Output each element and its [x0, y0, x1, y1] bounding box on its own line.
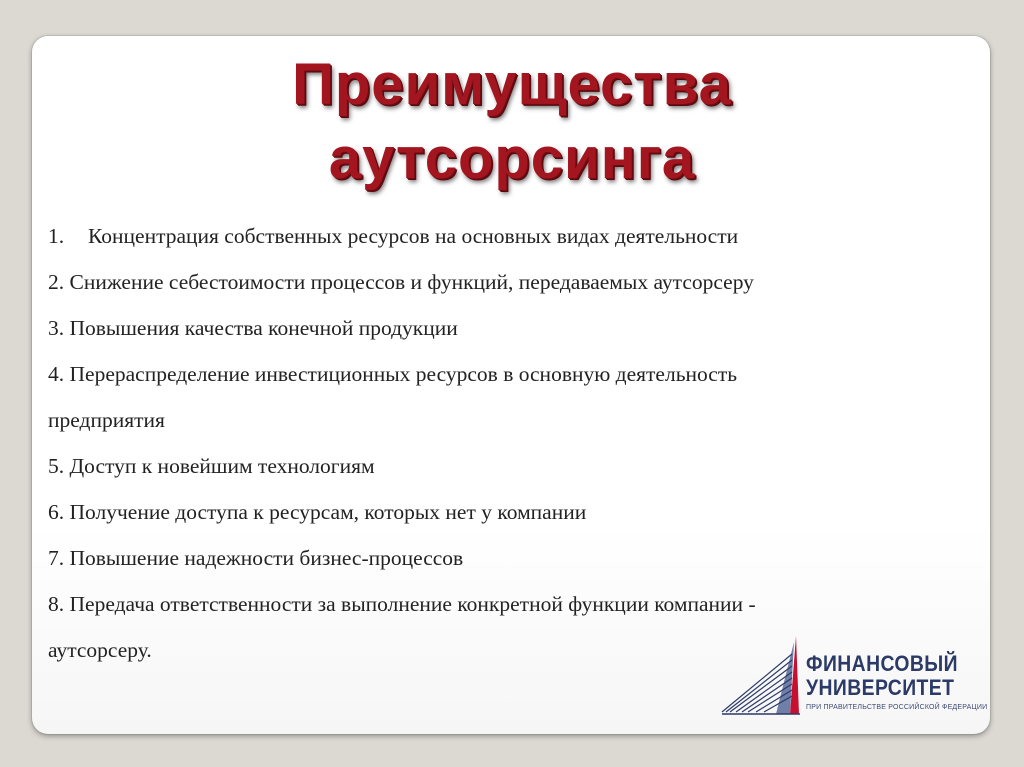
logo-subtitle: ПРИ ПРАВИТЕЛЬСТВЕ РОССИЙСКОЙ ФЕДЕРАЦИИ: [806, 704, 988, 711]
item-text: Снижение себестоимости процессов и функций, передаваемых аутсорсеру: [69, 270, 754, 294]
university-logo: [720, 634, 988, 716]
university-emblem-icon: [720, 634, 802, 716]
list-item: [48, 305, 948, 351]
item-number: 1.: [48, 224, 65, 248]
list-item: [48, 535, 948, 581]
item-number: 6.: [48, 500, 65, 524]
advantages-list: [48, 213, 948, 673]
item-number: 4.: [48, 362, 65, 386]
list-item: [48, 213, 948, 259]
item-number: 2.: [48, 270, 65, 294]
logo-name-line-2: УНИВЕРСИТЕТ: [806, 675, 955, 700]
item-text: Получение доступа к ресурсам, которых нет у компании: [69, 500, 587, 524]
logo-text: [806, 652, 987, 713]
item-text: Передача ответственности за выполнение конкретной функции компании -: [69, 592, 756, 616]
logo-name-line-1: ФИНАНСОВЫЙ: [806, 651, 959, 676]
item-number: 8.: [48, 592, 65, 616]
item-number: 7.: [48, 546, 65, 570]
item-text: аутсорсеру.: [48, 638, 152, 662]
item-text: Повышения качества конечной продукции: [69, 316, 458, 340]
list-item: [48, 351, 948, 397]
slide-title: [0, 48, 1024, 196]
list-item: [48, 581, 948, 627]
item-text: предприятия: [48, 408, 165, 432]
slide-title-line-2: аутсорсинга: [328, 126, 696, 191]
item-number: 5.: [48, 454, 65, 478]
item-number: 3.: [48, 316, 65, 340]
item-text: Концентрация собственных ресурсов на основных видах деятельности: [88, 224, 739, 248]
list-item: [48, 489, 948, 535]
item-text: Повышение надежности бизнес-процессов: [69, 546, 464, 570]
slide-title-line-1: Преимущества: [292, 52, 732, 117]
list-item-continuation: [48, 397, 948, 443]
item-text: Перераспределение инвестиционных ресурсов в основную деятельность: [69, 362, 738, 386]
item-text: Доступ к новейшим технологиям: [69, 454, 375, 478]
list-item: [48, 443, 948, 489]
list-item: [48, 259, 948, 305]
